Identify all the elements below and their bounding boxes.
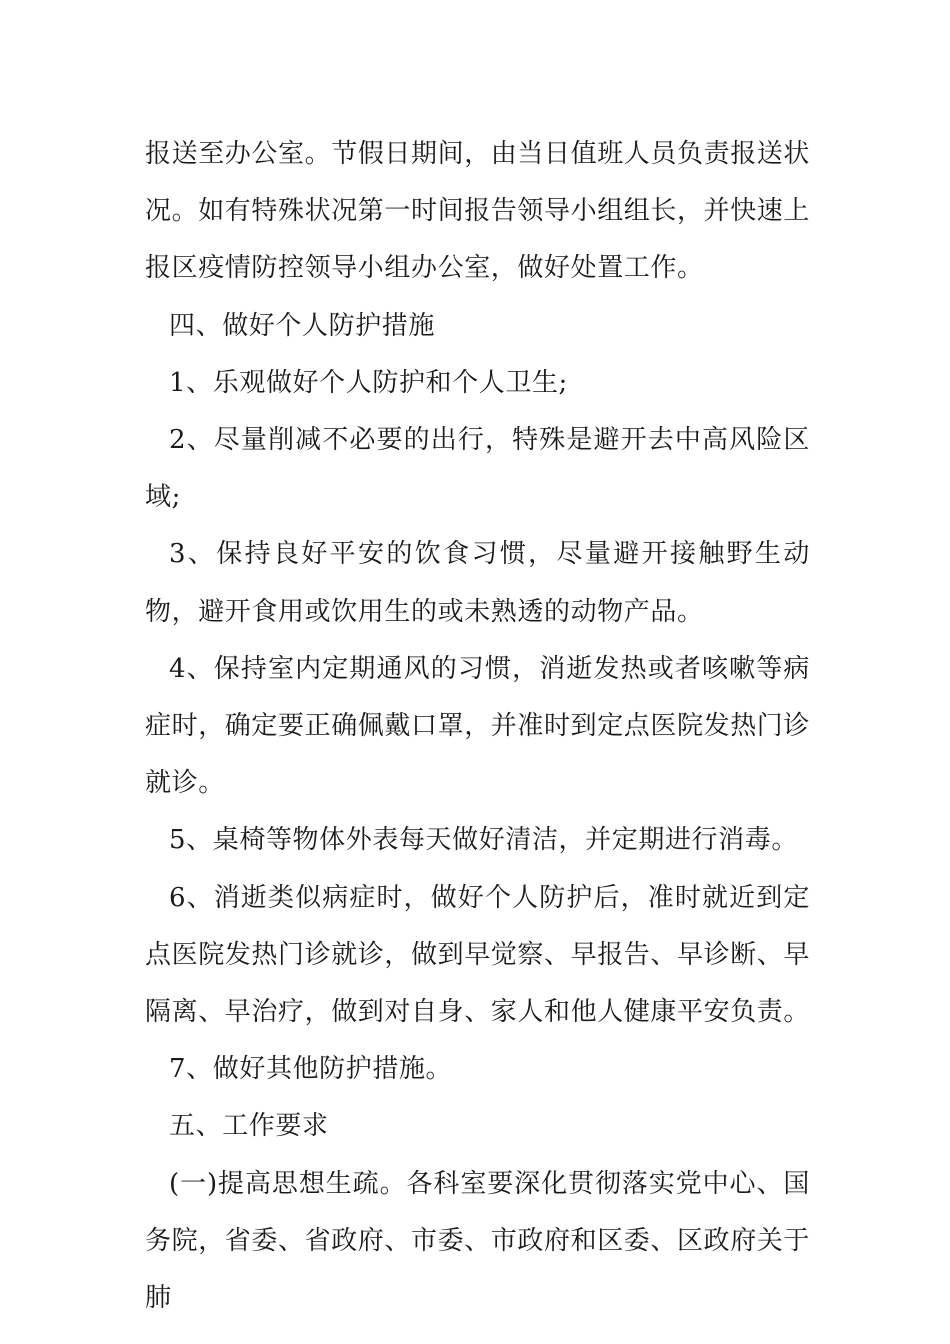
list-item-6: 6、消逝类似病症时，做好个人防护后，准时就近到定点医院发热门诊就诊，做到早觉察、早报告、早诊断、早隔离、早治疗，做到对自身、家人和他人健康平安负责。 [145, 882, 811, 1028]
list-item-5: 5、桌椅等物体外表每天做好清洁，并定期进行消毒。 [169, 825, 798, 856]
document-body [145, 126, 810, 1327]
list-item-7: 7、做好其他防护措施。 [169, 1054, 453, 1085]
list-item-4: 4、保持室内定期通风的习惯，消逝发热或者咳嗽等病症时，确定要正确佩戴口罩，并准时到定点医院发热门诊就诊。 [145, 653, 811, 799]
section-heading-work-requirements: 五、工作要求 [169, 1111, 329, 1142]
section-heading-personal-protection: 四、做好个人防护措施 [169, 310, 436, 341]
list-item-3: 3、保持良好平安的饮食习惯，尽量避开接触野生动物，避开食用或饮用生的或未熟透的动物产品。 [145, 539, 810, 627]
list-item-2: 2、尽量削减不必要的出行，特殊是避开去中高风险区域; [145, 425, 810, 513]
list-item-1: 1、乐观做好个人防护和个人卫生; [169, 367, 568, 398]
paragraph-report-continuation: 报送至办公室。节假日期间，由当日值班人员负责报送状况。如有特殊状况第一时间报告领导小组组长，并快速上报区疫情防控领导小组办公室，做好处置工作。 [145, 139, 811, 284]
paragraph-requirement-1: (一)提高思想生疏。各科室要深化贯彻落实党中心、国务院，省委、省政府、市委、市政府和区委、区政府关于肺 [145, 1168, 811, 1314]
